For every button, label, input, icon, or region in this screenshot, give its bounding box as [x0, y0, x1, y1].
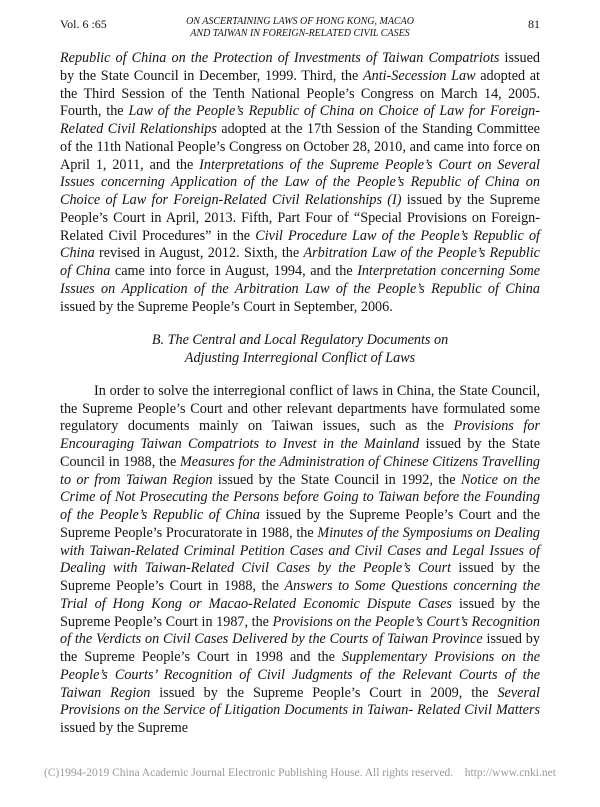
- page-number: 81: [528, 17, 540, 31]
- body-text: issued by the Supreme People’s Court in 2009, the: [150, 684, 498, 701]
- law-title: Interpretations of the Supreme People’s Court on Several Issues concerning Application of the Law of the People’s Republic of China on Choice of Law for Foreign-Related Civil Relationships (I): [60, 156, 540, 208]
- law-title: Interpretation concerning Some Issues on Application of the Arbitration Law of the People’s Republic of China: [60, 263, 540, 297]
- body-text: issued by the State Council in 1988, the: [60, 436, 541, 470]
- body-text: In order to solve the interregional conflict of laws in China, the State Council, the Supreme People’s Court and other relevant departments have formulated some regulatory documents mainly on Taiwan issues, such as the: [60, 382, 540, 435]
- body-text: revised in August, 2012. Sixth, the: [94, 245, 304, 262]
- body-text: issued by the Supreme People’s Court in September, 2006.: [60, 298, 393, 315]
- law-title: Anti-Secession Law: [362, 67, 476, 84]
- body-text: issued by the Supreme People’s Court in 1988, the: [60, 560, 540, 594]
- copyright-footer: [0, 767, 600, 779]
- document-title: Minutes of the Symposiums on Dealing with Taiwan-Related Criminal Petition Cases and Civil Cases and Legal Issues of Dealing with Taiwan-Related Civil Cases by the People’s Court: [60, 524, 541, 577]
- law-title: Republic of China on the Protection of Investments of Taiwan Compatriots: [60, 50, 500, 66]
- copyright-text: (C)1994-2019 China Academic Journal Electronic Publishing House. All rights reserved.: [44, 767, 454, 779]
- article-body: [60, 50, 540, 738]
- document-title: Supplementary Provisions on the People’s Courts’ Recognition of Civil Judgments of the Relevant Courts of the Taiwan Region: [60, 649, 540, 701]
- body-text: issued by the Supreme: [60, 720, 189, 736]
- footer-url: http://www.cnki.net: [464, 767, 556, 779]
- document-title: Measures for the Administration of Chinese Citizens Travelling to or from Taiwan Region: [60, 453, 541, 488]
- document-title: Notice on the Crime of Not Prosecuting the Persons before Going to Taiwan before the Founding of the People’s Republic of China: [60, 471, 540, 523]
- body-text: adopted at the Third Session of the Tenth National People’s Congress on March 14, 2005. Fourth, the: [60, 67, 540, 120]
- body-text: came into force in August, 1994, and the: [110, 263, 358, 279]
- running-header: [60, 12, 540, 46]
- running-title: [100, 16, 500, 40]
- law-title: Civil Procedure Law of the People’s Republic of China: [60, 227, 540, 262]
- document-title: Several Provisions on the Service of Litigation Documents in Taiwan- Related Civil Matters: [60, 684, 540, 719]
- body-text: issued by the Supreme People’s Court in 1987, the: [60, 595, 540, 630]
- law-title: Arbitration Law of the People’s Republic of China: [60, 245, 540, 279]
- body-text: adopted at the 17th Session of the Standing Committee of the 11th National People’s Congress on October 28, 2010, and came into force on April 1, 2011, and the: [60, 121, 540, 173]
- document-title: Provisions on the People’s Court’s Recognition of the Verdicts on Civil Cases Delivered by the Courts of Taiwan Province: [60, 613, 540, 648]
- body-text: issued by the State Council in 1992, the: [212, 471, 461, 488]
- running-title-line1: ON ASCERTAINING LAWS OF HONG KONG, MACAO: [186, 16, 414, 27]
- section-heading-line1: B. The Central and Local Regulatory Documents on: [151, 332, 449, 349]
- paragraph-laws-list: [60, 50, 540, 316]
- law-title: Law of the People’s Republic of China on Choice of Law for Foreign-Related Civil Relationships: [60, 103, 541, 137]
- paragraph-regulatory-documents: [60, 383, 540, 738]
- document-title: Provisions for Encouraging Taiwan Compatriots to Invest in the Mainland: [60, 418, 540, 452]
- body-text: issued by the Supreme People’s Court in April, 2013. Fifth, Part Four of “Special Provisions on Foreign-Related Civil Procedures” in the: [60, 192, 541, 244]
- body-text: issued by the Supreme People’s Court and the Supreme People’s Procuratorate in 1988, the: [60, 507, 540, 541]
- body-text: issued by the Supreme People’s Court in 1998 and the: [60, 631, 540, 665]
- running-title-line2: AND TAIWAN IN FOREIGN-RELATED CIVIL CASES: [190, 28, 410, 39]
- section-heading-line2: Adjusting Interregional Conflict of Laws: [184, 350, 416, 366]
- document-title: Answers to Some Questions concerning the Trial of Hong Kong or Macao-Related Economic Dispute Cases: [60, 578, 540, 612]
- volume-label: Vol. 6 :65: [60, 17, 107, 31]
- body-text: issued by the State Council in December, 1999. Third, the: [60, 50, 540, 84]
- section-heading: [60, 332, 540, 368]
